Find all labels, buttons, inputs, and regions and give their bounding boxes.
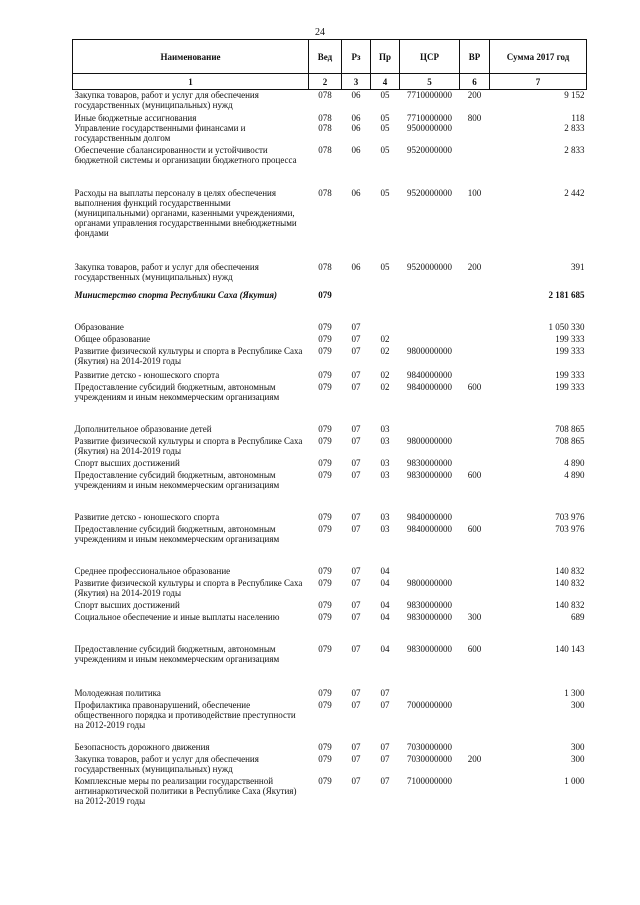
row-pr: 05 xyxy=(380,90,390,100)
row-ved: 079 xyxy=(318,687,332,698)
row-pr: 05 xyxy=(380,144,390,155)
row-vr xyxy=(460,776,490,820)
table-row xyxy=(73,512,587,524)
row-csr: 7030000000 xyxy=(407,741,452,752)
row-csr: 7030000000 xyxy=(407,753,452,764)
row-vr xyxy=(460,458,490,470)
row-csr xyxy=(400,424,460,436)
row-rz: 07 xyxy=(351,469,361,480)
row-ved: 078 xyxy=(318,187,332,198)
row-vr xyxy=(460,512,490,524)
row-name: Комплексные меры по реализации государственной антинаркотической политики в Республике Саха (Якутия) на 2012-2019 годы xyxy=(74,775,297,806)
row-csr xyxy=(400,334,460,346)
row-name: Развитие детско - юношеского спорта xyxy=(74,511,220,522)
header-csr: ЦСР xyxy=(400,40,460,74)
row-ved: 079 xyxy=(318,321,332,332)
row-sum: 708 865 xyxy=(555,435,585,446)
row-sum: 2 181 685 xyxy=(548,289,585,300)
table-row xyxy=(73,600,587,612)
row-vr: 300 xyxy=(467,611,482,622)
row-sum: 118 xyxy=(571,112,585,123)
row-csr: 9830000000 xyxy=(407,457,452,468)
row-ved: 079 xyxy=(318,345,332,356)
row-csr: 9830000000 xyxy=(407,469,452,480)
row-ved: 079 xyxy=(318,611,332,622)
table-row xyxy=(73,578,587,600)
header-ved: Вед xyxy=(309,40,342,74)
row-vr xyxy=(460,600,490,612)
row-ved: 079 xyxy=(318,643,332,654)
row-name: Развитие физической культуры и спорта в Республике Саха (Якутия) на 2014-2019 годы xyxy=(74,345,303,366)
row-sum: 199 333 xyxy=(555,381,585,392)
row-sum: 2 833 xyxy=(564,122,585,133)
table-row xyxy=(73,90,587,113)
row-vr xyxy=(460,290,490,322)
row-name: Министерство спорта Республики Саха (Якутия) xyxy=(74,289,277,300)
row-csr: 7000000000 xyxy=(407,699,452,710)
row-vr: 800 xyxy=(467,112,482,123)
row-name: Закупка товаров, работ и услуг для обеспечения государственных (муниципальных) нужд xyxy=(74,90,259,110)
row-ved: 079 xyxy=(318,423,332,434)
row-csr: 9800000000 xyxy=(407,435,452,446)
row-pr: 04 xyxy=(380,611,390,622)
row-pr xyxy=(371,290,400,322)
row-vr xyxy=(460,742,490,754)
row-ved: 079 xyxy=(318,469,332,480)
row-name: Образование xyxy=(74,321,124,332)
row-sum: 2 442 xyxy=(564,187,585,198)
row-rz: 07 xyxy=(351,381,361,392)
row-vr xyxy=(460,322,490,334)
row-pr: 03 xyxy=(380,469,390,480)
row-vr: 200 xyxy=(467,90,482,100)
row-rz xyxy=(342,290,371,322)
row-rz: 06 xyxy=(351,90,361,100)
row-ved: 078 xyxy=(318,122,332,133)
row-vr: 600 xyxy=(467,469,482,480)
row-sum: 300 xyxy=(571,699,585,710)
row-pr: 05 xyxy=(380,112,390,123)
row-sum: 703 976 xyxy=(555,523,585,534)
table-row xyxy=(73,776,587,820)
row-ved: 079 xyxy=(318,511,332,522)
row-name: Дополнительное образование детей xyxy=(74,423,212,434)
row-rz: 07 xyxy=(351,741,361,752)
column-number: 2 xyxy=(309,74,342,90)
row-ved: 079 xyxy=(318,381,332,392)
row-csr: 9500000000 xyxy=(407,122,452,133)
row-vr xyxy=(460,688,490,700)
header-row xyxy=(73,40,587,74)
row-ved: 078 xyxy=(318,261,332,272)
row-csr: 9840000000 xyxy=(407,369,452,380)
row-ved: 078 xyxy=(318,112,332,123)
row-rz: 07 xyxy=(351,699,361,710)
row-name: Развитие физической культуры и спорта в Республике Саха (Якутия) на 2014-2019 годы xyxy=(74,577,303,598)
table-row xyxy=(73,612,587,644)
row-rz: 07 xyxy=(351,577,361,588)
row-rz: 06 xyxy=(351,144,361,155)
row-csr: 9800000000 xyxy=(407,577,452,588)
row-csr: 9520000000 xyxy=(407,187,452,198)
row-sum: 140 143 xyxy=(555,643,585,654)
header-sum: Сумма 2017 год xyxy=(490,40,587,74)
row-csr: 9830000000 xyxy=(407,611,452,622)
row-rz: 07 xyxy=(351,643,361,654)
table-row xyxy=(73,334,587,346)
row-csr: 9830000000 xyxy=(407,599,452,610)
row-vr xyxy=(460,436,490,458)
row-rz: 07 xyxy=(351,753,361,764)
row-vr xyxy=(460,334,490,346)
row-name: Обеспечение сбалансированности и устойчивости бюджетной системы и организации бюджетного процесса xyxy=(74,144,297,165)
row-csr xyxy=(400,566,460,578)
row-pr: 04 xyxy=(380,599,390,610)
row-sum: 391 xyxy=(571,261,585,272)
header-name: Наименование xyxy=(73,40,309,74)
row-pr: 04 xyxy=(380,643,390,654)
row-name: Среднее профессиональное образование xyxy=(74,565,231,576)
row-rz: 07 xyxy=(351,775,361,786)
row-pr: 07 xyxy=(380,699,390,710)
row-sum: 708 865 xyxy=(555,423,585,434)
row-vr xyxy=(460,123,490,145)
table-row xyxy=(73,346,587,370)
row-pr: 02 xyxy=(380,381,390,392)
row-vr: 600 xyxy=(467,643,482,654)
row-name: Предоставление субсидий бюджетным, автономным учреждениям и иным некоммерческим организациям xyxy=(74,643,280,664)
header-vr: ВР xyxy=(460,40,490,74)
row-ved: 079 xyxy=(318,741,332,752)
row-vr: 200 xyxy=(467,753,482,764)
row-name: Предоставление субсидий бюджетным, автономным учреждениям и иным некоммерческим организациям xyxy=(74,523,280,544)
table-row xyxy=(73,470,587,512)
row-csr: 9840000000 xyxy=(407,523,452,534)
table-row xyxy=(73,424,587,436)
row-sum: 300 xyxy=(571,741,585,752)
row-vr: 100 xyxy=(467,187,482,198)
row-rz: 07 xyxy=(351,599,361,610)
row-sum: 4 890 xyxy=(564,469,585,480)
row-name: Закупка товаров, работ и услуг для обеспечения государственных (муниципальных) нужд xyxy=(74,753,259,774)
row-name: Закупка товаров, работ и услуг для обеспечения государственных (муниципальных) нужд xyxy=(74,261,259,282)
column-number: 3 xyxy=(342,74,371,90)
table-row xyxy=(73,644,587,688)
row-rz: 07 xyxy=(351,345,361,356)
row-name: Безопасность дорожного движения xyxy=(74,741,210,752)
row-csr: 9520000000 xyxy=(407,144,452,155)
row-pr: 03 xyxy=(380,523,390,534)
row-ved: 079 xyxy=(318,577,332,588)
row-vr xyxy=(460,566,490,578)
row-sum: 140 832 xyxy=(555,599,585,610)
row-pr: 03 xyxy=(380,511,390,522)
row-sum: 1 000 xyxy=(564,775,585,786)
row-pr: 02 xyxy=(380,369,390,380)
row-pr: 07 xyxy=(380,753,390,764)
row-ved: 079 xyxy=(318,333,332,344)
row-sum: 140 832 xyxy=(555,577,585,588)
row-csr: 7100000000 xyxy=(407,775,452,786)
row-pr: 03 xyxy=(380,435,390,446)
row-sum: 9 152 xyxy=(564,90,585,100)
page-number: 24 xyxy=(315,27,325,38)
column-number: 5 xyxy=(400,74,460,90)
row-vr: 600 xyxy=(467,523,482,534)
column-number: 4 xyxy=(371,74,400,90)
row-pr: 05 xyxy=(380,187,390,198)
row-pr: 03 xyxy=(380,423,390,434)
table-row xyxy=(73,322,587,334)
row-pr: 03 xyxy=(380,457,390,468)
table-row xyxy=(73,370,587,382)
row-name: Общее образование xyxy=(74,333,151,344)
row-rz: 07 xyxy=(351,523,361,534)
row-vr: 600 xyxy=(467,381,482,392)
row-name: Управление государственными финансами и государственным долгом xyxy=(74,122,246,143)
row-vr xyxy=(460,370,490,382)
row-name: Развитие детско - юношеского спорта xyxy=(74,369,220,380)
row-ved: 079 xyxy=(318,599,332,610)
row-sum: 1 300 xyxy=(564,687,585,698)
row-sum: 2 833 xyxy=(564,144,585,155)
row-pr: 07 xyxy=(380,741,390,752)
row-csr: 9840000000 xyxy=(407,511,452,522)
row-sum: 4 890 xyxy=(564,457,585,468)
table-row xyxy=(73,113,587,123)
row-csr xyxy=(400,688,460,700)
row-csr: 7710000000 xyxy=(407,112,452,123)
row-name: Молодежная политика xyxy=(74,687,161,698)
header-pr: Пр xyxy=(371,40,400,74)
row-vr xyxy=(460,578,490,600)
row-name: Социальное обеспечение и иные выплаты населению xyxy=(74,611,280,622)
row-name: Предоставление субсидий бюджетным, автономным учреждениям и иным некоммерческим организациям xyxy=(74,381,280,402)
column-number: 6 xyxy=(460,74,490,90)
table-row xyxy=(73,290,587,322)
row-csr xyxy=(400,322,460,334)
row-sum: 199 333 xyxy=(555,345,585,356)
row-ved: 079 xyxy=(318,523,332,534)
row-name: Профилактика правонарушений, обеспечение общественного порядка и противодействие преступности на 2012-2019 годы xyxy=(74,699,296,730)
row-pr: 05 xyxy=(380,261,390,272)
table-row xyxy=(73,436,587,458)
row-sum: 300 xyxy=(571,753,585,764)
row-rz: 07 xyxy=(351,321,361,332)
header-rz: Рз xyxy=(342,40,371,74)
row-pr: 02 xyxy=(380,333,390,344)
row-sum: 703 976 xyxy=(555,511,585,522)
row-rz: 07 xyxy=(351,333,361,344)
table-row xyxy=(73,742,587,754)
row-rz: 07 xyxy=(351,611,361,622)
table-row xyxy=(73,188,587,262)
row-ved: 079 xyxy=(318,753,332,764)
row-rz: 07 xyxy=(351,511,361,522)
row-csr: 9800000000 xyxy=(407,345,452,356)
row-ved: 079 xyxy=(318,775,332,786)
column-number: 7 xyxy=(490,74,587,90)
row-rz: 07 xyxy=(351,435,361,446)
row-sum: 140 832 xyxy=(555,565,585,576)
row-rz: 07 xyxy=(351,457,361,468)
row-ved: 079 xyxy=(318,457,332,468)
row-pr: 02 xyxy=(380,345,390,356)
row-rz: 07 xyxy=(351,369,361,380)
row-ved: 078 xyxy=(318,144,332,155)
column-number: 1 xyxy=(73,74,309,90)
table-row xyxy=(73,754,587,776)
row-csr xyxy=(400,290,460,322)
budget-table xyxy=(72,39,587,820)
row-name: Спорт высших достижений xyxy=(74,599,180,610)
table-row xyxy=(73,382,587,424)
row-pr: 07 xyxy=(380,775,390,786)
row-name: Расходы на выплаты персоналу в целях обеспечения выполнения функций государственными (муниципальными) органами, казенными учреждениями, органами управления государственными внебюджетными фондами xyxy=(74,187,297,238)
row-ved: 079 xyxy=(318,699,332,710)
row-ved: 079 xyxy=(318,565,332,576)
row-name: Иные бюджетные ассигнования xyxy=(74,112,197,123)
row-pr: 07 xyxy=(380,687,390,698)
row-rz: 07 xyxy=(351,423,361,434)
row-vr xyxy=(460,145,490,188)
row-csr: 9830000000 xyxy=(407,643,452,654)
row-vr xyxy=(460,424,490,436)
table-row xyxy=(73,566,587,578)
row-csr: 9840000000 xyxy=(407,381,452,392)
row-rz: 06 xyxy=(351,112,361,123)
row-pr: 04 xyxy=(380,577,390,588)
row-vr xyxy=(460,700,490,742)
row-sum: 199 333 xyxy=(555,333,585,344)
row-name: Развитие физической культуры и спорта в Республике Саха (Якутия) на 2014-2019 годы xyxy=(74,435,303,456)
row-rz: 07 xyxy=(351,687,361,698)
row-csr: 7710000000 xyxy=(407,90,452,100)
row-name: Предоставление субсидий бюджетным, автономным учреждениям и иным некоммерческим организациям xyxy=(74,469,280,490)
row-vr xyxy=(460,346,490,370)
table-row xyxy=(73,688,587,700)
row-vr: 200 xyxy=(467,261,482,272)
row-ved: 079 xyxy=(318,435,332,446)
row-pr xyxy=(371,322,400,334)
row-sum: 689 xyxy=(571,611,585,622)
row-rz: 06 xyxy=(351,261,361,272)
row-sum: 199 333 xyxy=(555,369,585,380)
table-row xyxy=(73,700,587,742)
table-row xyxy=(73,458,587,470)
row-ved: 079 xyxy=(318,369,332,380)
column-number-row xyxy=(73,74,587,90)
row-rz: 06 xyxy=(351,187,361,198)
row-pr: 04 xyxy=(380,565,390,576)
row-rz: 06 xyxy=(351,122,361,133)
table-row xyxy=(73,262,587,290)
table-row xyxy=(73,123,587,145)
table-row xyxy=(73,524,587,566)
row-sum: 1 050 330 xyxy=(548,321,585,332)
row-pr: 05 xyxy=(380,122,390,133)
row-name: Спорт высших достижений xyxy=(74,457,180,468)
table-row xyxy=(73,145,587,188)
row-ved: 078 xyxy=(318,90,332,100)
row-rz: 07 xyxy=(351,565,361,576)
row-ved: 079 xyxy=(318,289,332,300)
row-csr: 9520000000 xyxy=(407,261,452,272)
